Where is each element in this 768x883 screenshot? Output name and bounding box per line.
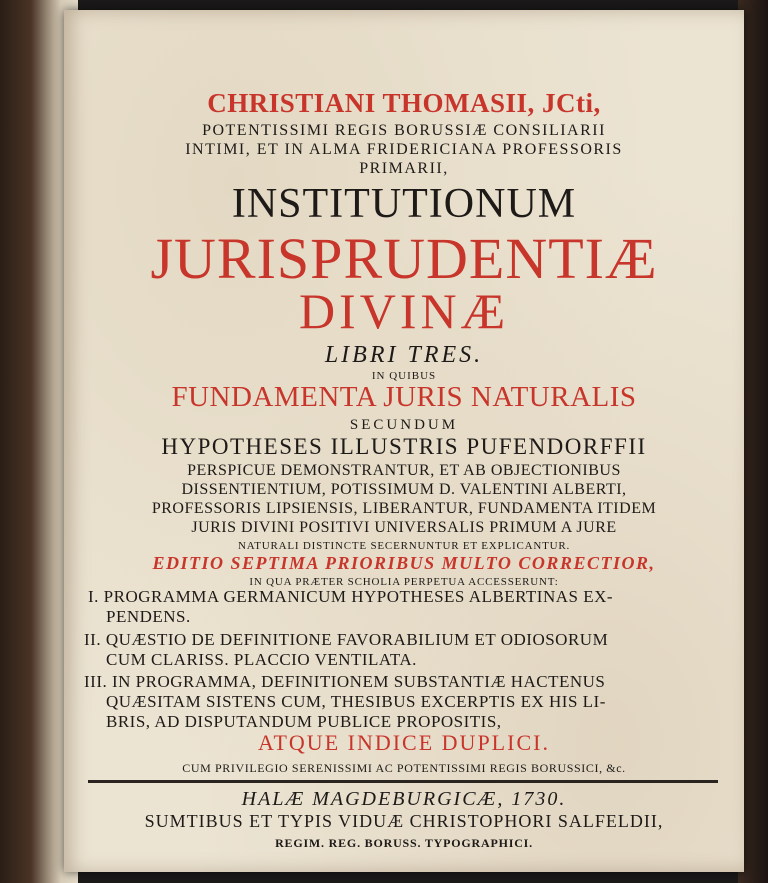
imprint-place: HALÆ MAGDEBURGICÆ, 1730. bbox=[241, 788, 567, 810]
horizontal-rule bbox=[88, 780, 718, 783]
author-name: CHRISTIANI THOMASII, JCti, bbox=[207, 88, 601, 118]
atque-indice-line: ATQUE INDICE DUPLICI. bbox=[258, 730, 550, 755]
description-line-4: JURIS DIVINI POSITIVI UNIVERSALIS PRIMUM A JURE bbox=[191, 519, 617, 536]
author-title-line-3: PRIMARII, bbox=[359, 160, 449, 177]
fundamenta-line: FUNDAMENTA JURIS NATURALIS bbox=[171, 381, 637, 413]
imprint-printer: SUMTIBUS ET TYPIS VIDUÆ CHRISTOPHORI SALFELDII, bbox=[144, 811, 664, 831]
description-line-5: NATURALI DISTINCTE SECERNUNTUR ET EXPLICANTUR. bbox=[237, 540, 571, 552]
list-item-3a: III. IN PROGRAMMA, DEFINITIONEM SUBSTANTIÆ HACTENUS bbox=[84, 672, 606, 691]
libri-tres: LIBRI TRES. bbox=[324, 342, 484, 368]
author-title-line-1: POTENTISSIMI REGIS BORUSSIÆ CONSILIARII bbox=[202, 122, 606, 139]
description-line-3: PROFESSORIS LIPSIENSIS, LIBERANTUR, FUNDAMENTA ITIDEM bbox=[151, 500, 657, 517]
list-item-3b: QUÆSITAM SISTENS CUM, THESIBUS EXCERPTIS EX HIS LI- bbox=[106, 692, 606, 711]
description-line-2: DISSENTIENTIUM, POTISSIMUM D. VALENTINI ALBERTI, bbox=[181, 481, 627, 498]
author-title-line-2: INTIMI, ET IN ALMA FRIDERICIANA PROFESSORIS bbox=[185, 141, 623, 158]
main-title-line-3: DIVINÆ bbox=[298, 283, 510, 339]
main-title-line-1: INSTITUTIONUM bbox=[231, 181, 577, 227]
list-item-2a: II. QUÆSTIO DE DEFINITIONE FAVORABILIUM ET ODIOSORUM bbox=[84, 630, 609, 649]
hypotheses-line: HYPOTHESES ILLUSTRIS PUFENDORFFII bbox=[161, 434, 647, 459]
list-item-1b: PENDENS. bbox=[106, 607, 191, 626]
in-qua-line: IN QUA PRÆTER SCHOLIA PERPETUA ACCESSERUNT: bbox=[249, 576, 559, 588]
description-line-1: PERSPICUE DEMONSTRANTUR, ET AB OBJECTIONIBUS bbox=[187, 462, 621, 479]
privilegio-line: CUM PRIVILEGIO SERENISSIMI AC POTENTISSIMI REGIS BORUSSICI, &c. bbox=[182, 761, 626, 775]
in-quibus: IN QUIBUS bbox=[371, 370, 437, 382]
editio-line: EDITIO SEPTIMA PRIORIBUS MULTO CORRECTIOR, bbox=[152, 553, 656, 573]
list-item-3c: BRIS, AD DISPUTANDUM PUBLICE PROPOSITIS, bbox=[106, 712, 502, 731]
list-item-2b: CUM CLARISS. PLACCIO VENTILATA. bbox=[106, 650, 417, 669]
main-title-line-2: JURISPRUDENTIÆ bbox=[150, 226, 658, 291]
imprint-role: REGIM. REG. BORUSS. TYPOGRAPHICI. bbox=[275, 836, 533, 850]
title-page bbox=[64, 10, 744, 872]
list-item-1a: I. PROGRAMMA GERMANICUM HYPOTHESES ALBERTINAS EX- bbox=[88, 587, 614, 606]
secundum: SECUNDUM bbox=[349, 417, 459, 433]
